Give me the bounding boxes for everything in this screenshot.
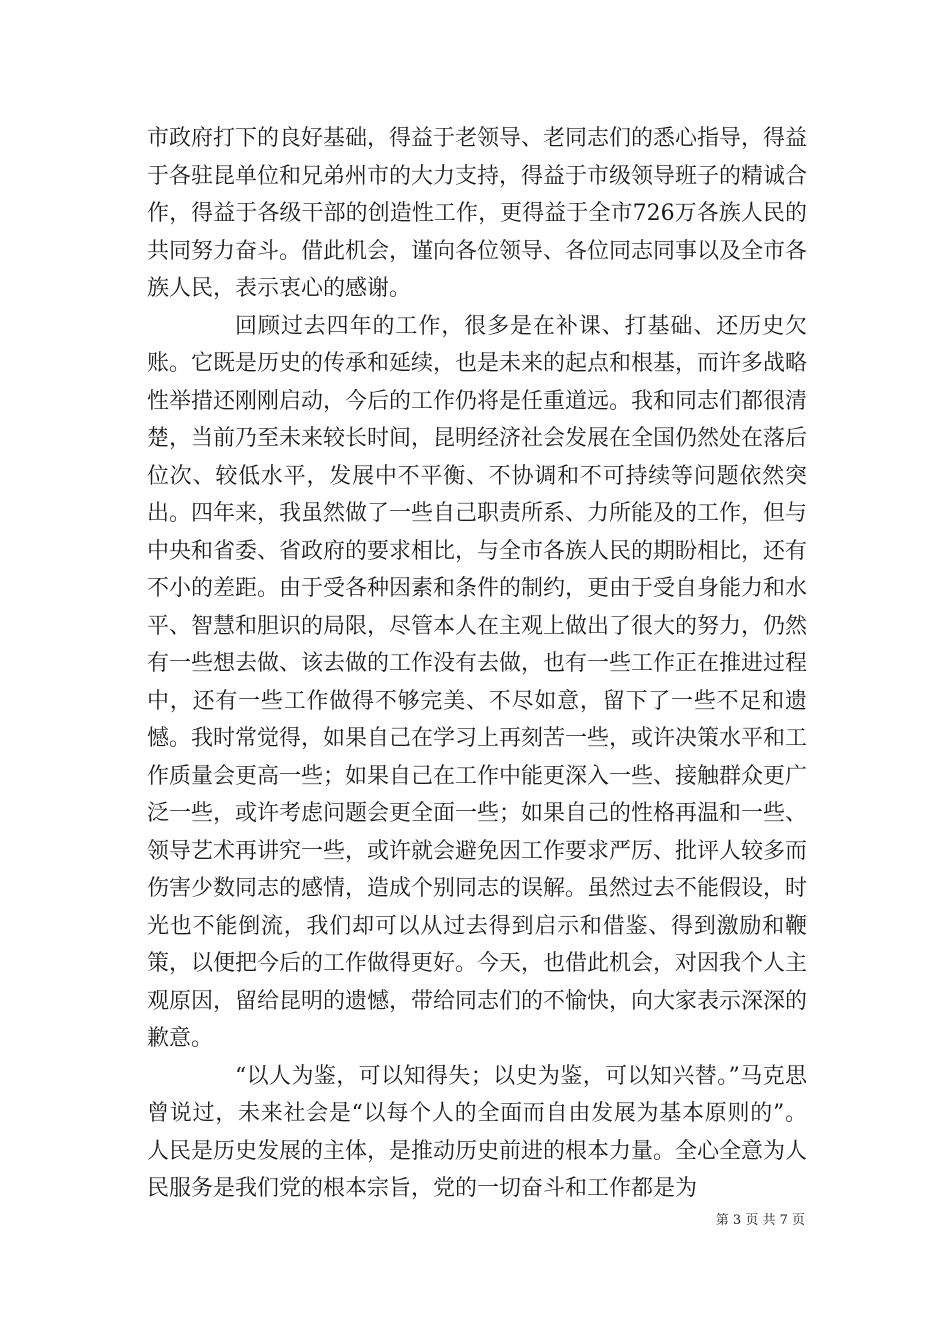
document-body <box>147 120 807 1208</box>
paragraph-2: 回顾过去四年的工作，很多是在补课、打基础、还历史欠账。它既是历史的传承和延续，也是未来的起点和根基，而许多战略性举措还刚刚启动，今后的工作仍将是任重道远。我和同志们都很清楚，当前乃至未来较长时间，昆明经济社会发展在全国仍然处在落后位次、较低水平，发展中不平衡、不协调和不可持续等问题依然突出。四年来，我虽然做了一些自己职责所系、力所能及的工作，但与中央和省委、省政府的要求相比，与全市各族人民的期盼相比，还有不小的差距。由于受各种因素和条件的制约，更由于受自身能力和水平、智慧和胆识的局限，尽管本人在主观上做出了很大的努力，仍然有一些想去做、该去做的工作没有去做，也有一些工作正在推进过程中，还有一些工作做得不够完美、不尽如意，留下了一些不足和遗憾。我时常觉得，如果自己在学习上再刻苦一些，或许决策水平和工作质量会更高一些；如果自己在工作中能更深入一些、接触群众更广泛一些，或许考虑问题会更全面一些；如果自己的性格再温和一些、领导艺术再讲究一些，或许就会避免因工作要求严厉、批评人较多而伤害少数同志的感情，造成个别同志的误解。虽然过去不能假设，时光也不能倒流，我们却可以从过去得到启示和借鉴、得到激励和鞭策，以便把今后的工作做得更好。今天，也借此机会，对因我个人主观原因，留给昆明的遗憾，带给同志们的不愉快，向大家表示深深的歉意。 <box>147 313 808 1051</box>
page-footer: 第 3 页 共 7 页 <box>715 1213 805 1228</box>
paragraph-1: 市政府打下的良好基础，得益于老领导、老同志们的悉心指导，得益于各驻昆单位和兄弟州市的大力支持，得益于市级领导班子的精诚合作，得益于各级干部的创造性工作，更得益于全市726万各族人民的共同努力奋斗。借此机会，谨向各位领导、各位同志同事以及全市各族人民，表示衷心的感谢。 <box>147 126 808 301</box>
paragraph-3: “以人为鉴，可以知得失；以史为鉴，可以知兴替。”马克思曾说过，未来社会是“以每个人的全面而自由发展为基本原则的”。人民是历史发展的主体，是推动历史前进的根本力量。全心全意为人民服务是我们党的根本宗旨，党的一切奋斗和工作都是为 <box>147 1063 808 1201</box>
